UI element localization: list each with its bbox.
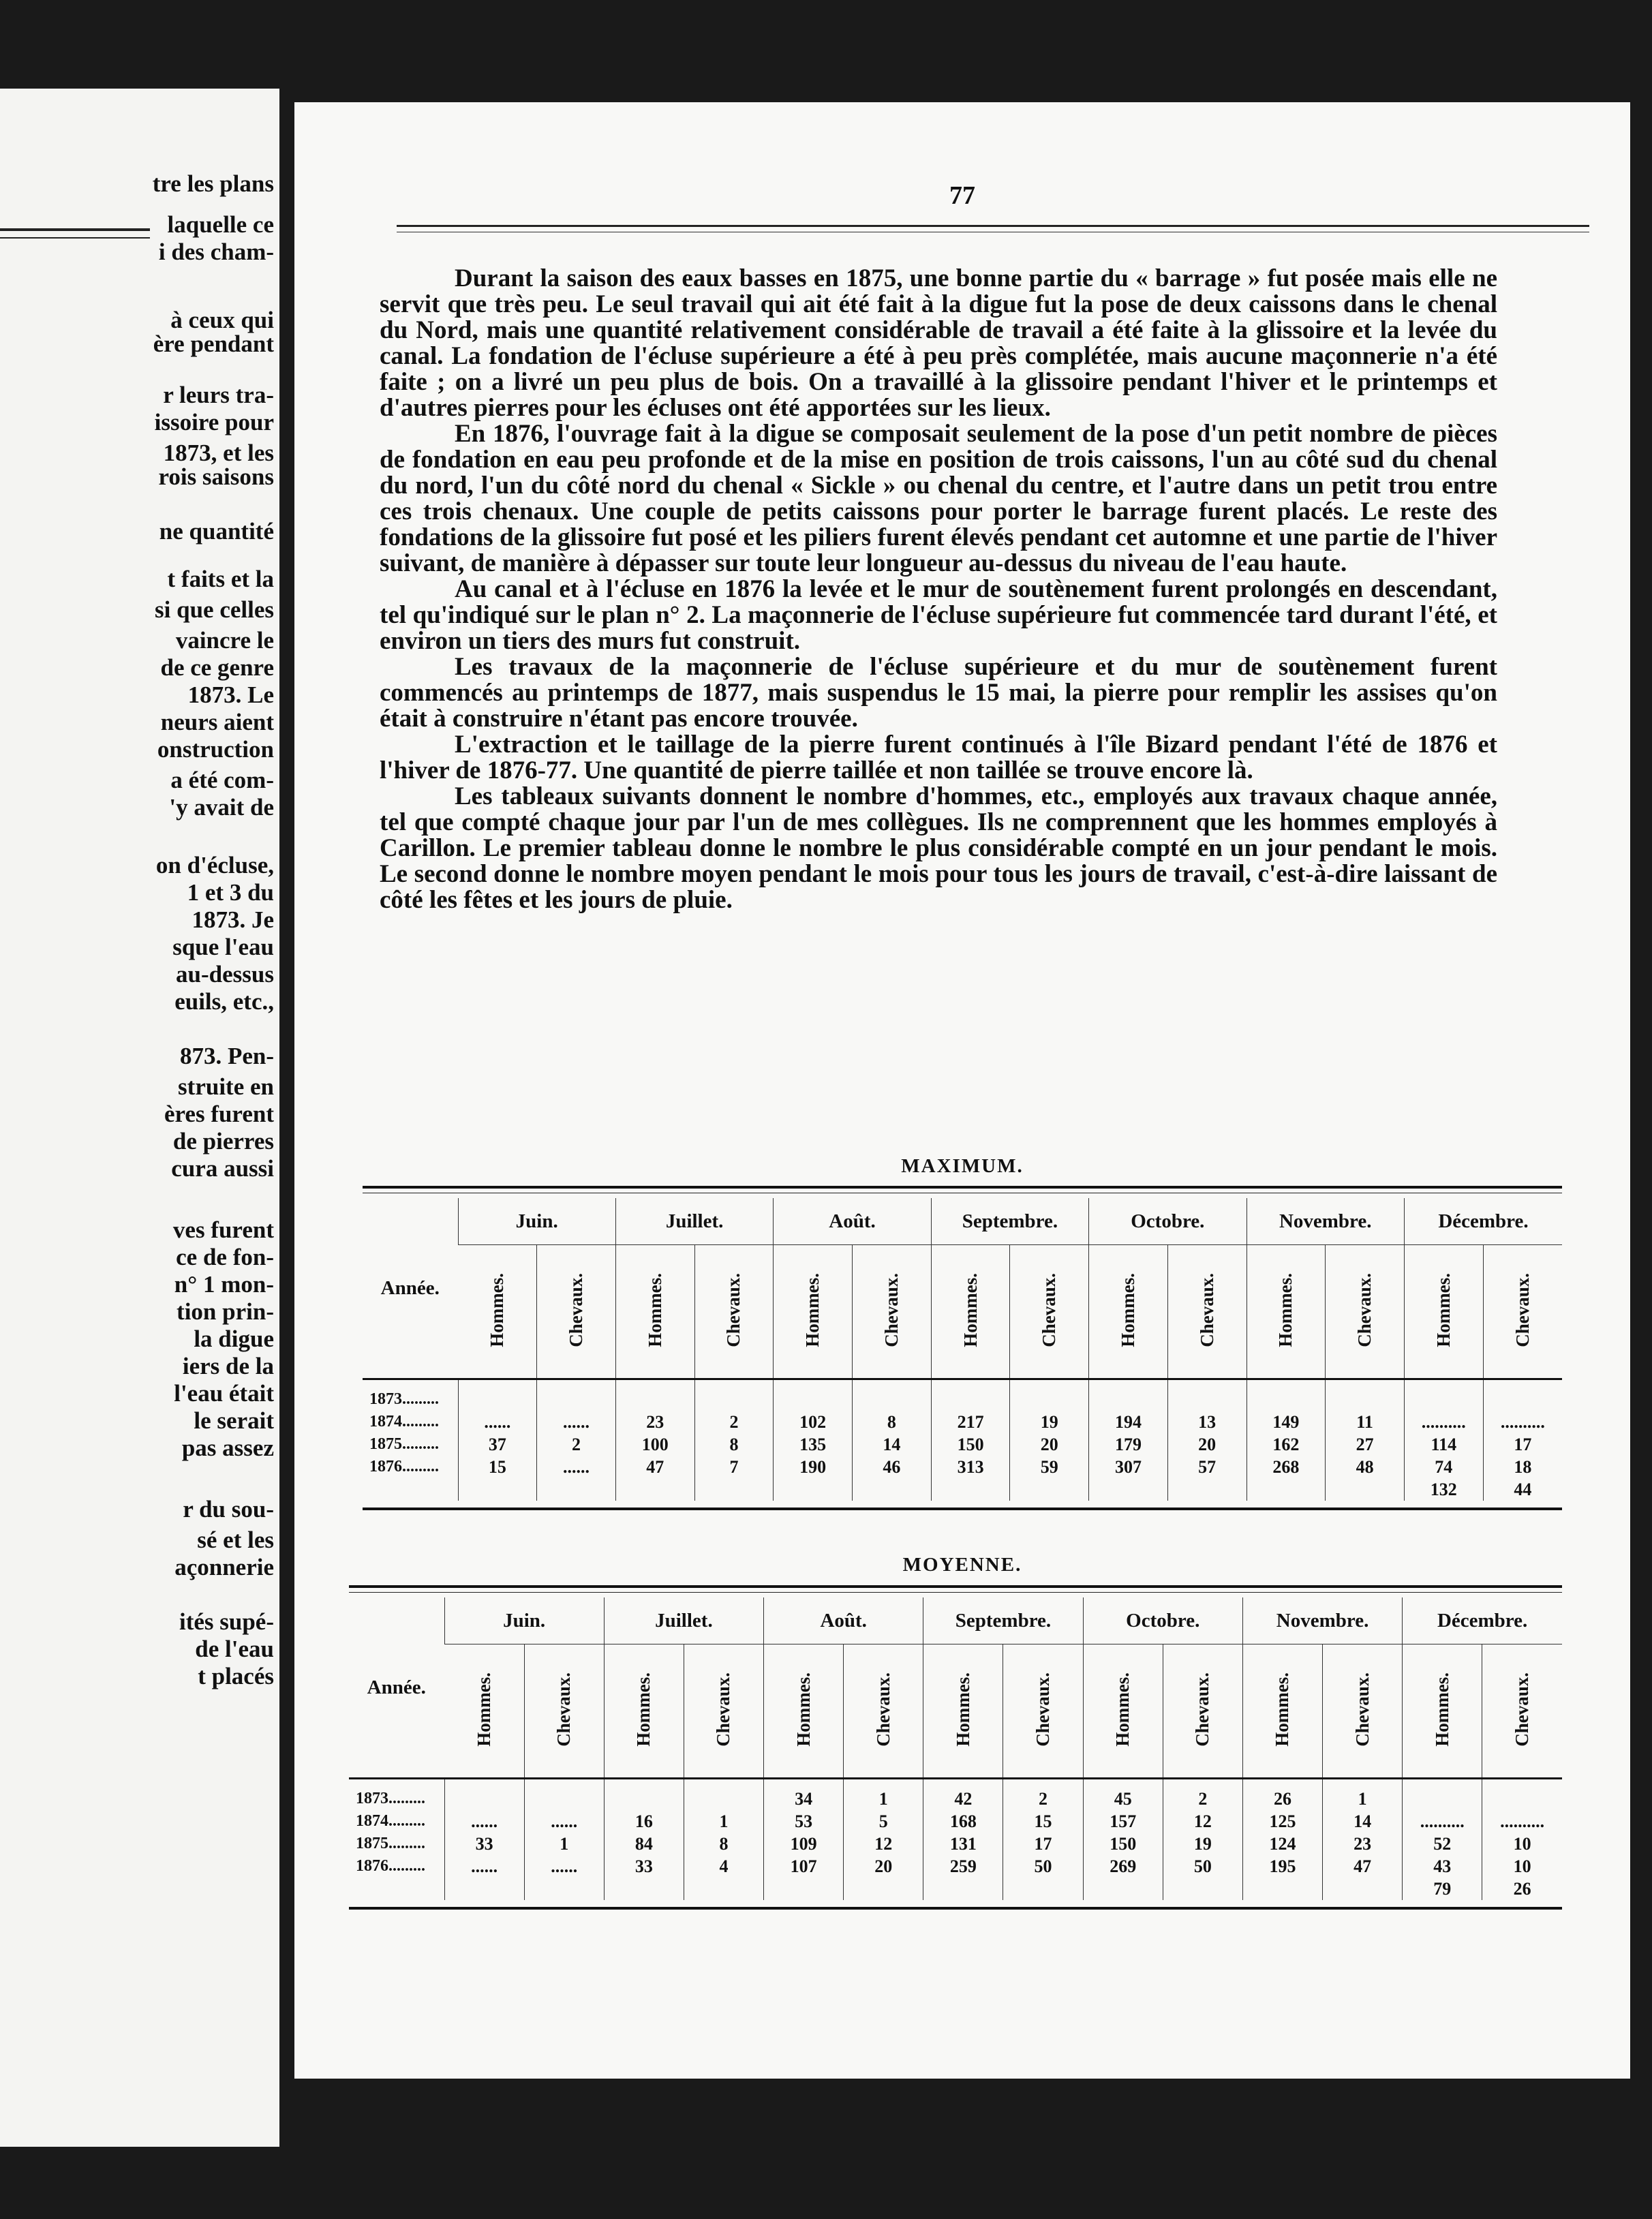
left-page-line: le serait [194,1407,274,1434]
horses-cell [694,1478,774,1501]
left-page-line: tre les plans [152,170,274,197]
paragraph: Les travaux de la maçonnerie de l'écluse supérieure et du mur de soutènement furent commencés au printemps de 1877, mais suspendus le 15 mai, la pierre pour remplir les assises qu'on était à construire n'étant pas encore trouvée. [380,653,1497,733]
men-column-header: Hommes. [1275,1272,1296,1347]
left-page-line: r leurs tra- [163,382,274,408]
men-cell: 52 [1403,1833,1482,1855]
horses-column-header: Chevaux. [723,1272,744,1347]
men-column-header: Hommes. [960,1272,981,1347]
month-header: Novembre. [1246,1198,1404,1245]
table-row [349,1855,1562,1878]
horses-cell [524,1878,604,1900]
month-header: Novembre. [1242,1597,1402,1644]
horses-cell [524,1779,604,1811]
horses-cell: ...... [537,1456,616,1478]
horses-cell: 46 [853,1456,932,1478]
horses-cell: 4 [684,1855,763,1878]
table-row [349,1779,1562,1811]
horses-cell: ...... [524,1810,604,1833]
horses-cell: 17 [1483,1433,1562,1456]
men-cell: 168 [923,1810,1003,1833]
left-page-rule [0,228,150,231]
men-cell: 259 [923,1855,1003,1878]
horses-cell: 47 [1323,1855,1403,1878]
men-cell: 150 [931,1433,1010,1456]
horses-cell: 2 [1003,1779,1083,1811]
horses-cell: 27 [1326,1433,1405,1456]
header-rule [397,225,1589,227]
men-cell: 15 [458,1456,537,1478]
men-cell: 47 [615,1456,694,1478]
horses-cell [853,1478,932,1501]
horses-cell: 17 [1003,1833,1083,1855]
left-page-line: 1873. Le [187,682,274,708]
table-row [363,1433,1562,1456]
year-cell: 1874......... [369,1413,439,1430]
horses-column-header: Chevaux. [1354,1272,1375,1347]
horses-cell [1163,1878,1242,1900]
men-cell [444,1878,524,1900]
table-bottom-rule [363,1508,1562,1510]
month-header: Juillet. [615,1198,773,1245]
month-header: Juin. [444,1597,604,1644]
men-cell [615,1379,694,1411]
horses-cell: 11 [1326,1411,1405,1433]
men-cell: 16 [604,1810,684,1833]
left-page-line: cura aussi [171,1155,274,1182]
horses-cell: ...... [537,1411,616,1433]
men-cell: ...... [444,1810,524,1833]
left-page-line: neurs aient [160,709,274,735]
men-cell: 132 [1404,1478,1483,1501]
men-cell [931,1478,1010,1501]
left-page-line: a été com- [170,767,274,793]
horses-cell [1326,1379,1405,1411]
left-page-line: iers de la [182,1353,274,1379]
year-cell: 1876......... [356,1857,425,1875]
men-cell: 45 [1083,1779,1163,1811]
men-column-header: Hommes. [1112,1672,1133,1747]
men-cell: 194 [1089,1411,1168,1433]
paragraph: Au canal et à l'écluse en 1876 la levée et le mur de soutènement furent prolongés en descendant, tel qu'indiqué sur le plan n° 2. La maçonnerie de l'écluse supérieure fut commencée tard durant l'été, et environ un tiers des murs fut construit. [380,575,1497,655]
horses-cell: 5 [844,1810,923,1833]
men-cell: 135 [774,1433,853,1456]
month-header: Septembre. [931,1198,1088,1245]
men-cell [615,1478,694,1501]
horses-cell: 8 [694,1433,774,1456]
horses-cell [684,1878,763,1900]
men-cell: 162 [1246,1433,1326,1456]
horses-cell: 57 [1167,1456,1246,1478]
men-cell: ...... [458,1411,537,1433]
left-page-line: laquelle ce [167,211,274,238]
left-page-line: de l'eau [195,1636,274,1662]
horses-cell: 8 [853,1411,932,1433]
men-cell [604,1779,684,1811]
men-cell: 131 [923,1833,1003,1855]
month-header: Décembre. [1404,1198,1562,1245]
horses-cell [537,1379,616,1411]
men-cell: 26 [1242,1779,1322,1811]
body-text [380,266,1497,913]
left-page-fragment [0,89,279,2147]
year-cell: 1873......... [356,1790,425,1807]
year-cell [349,1878,444,1900]
horses-cell [1483,1379,1562,1411]
left-page-line: n° 1 mon- [174,1271,274,1298]
men-column-header: Hommes. [1433,1272,1454,1347]
table-title-maximum: MAXIMUM. [901,1155,1024,1177]
left-page-rule-thin [0,237,150,239]
men-cell: 33 [444,1833,524,1855]
men-cell [458,1478,537,1501]
table-top-rule [349,1585,1562,1588]
left-page-line: ce de fon- [176,1244,274,1270]
men-cell: 157 [1083,1810,1163,1833]
paragraph: L'extraction et le taillage de la pierre furent continués à l'île Bizard pendant l'été de 1876 et l'hiver de 1876-77. Une quantité de pierre taillée et non taillée se trouve encore là. [380,731,1497,784]
month-header: Juin. [458,1198,615,1245]
left-page-line: à ceux qui [170,307,274,333]
horses-cell [1010,1379,1089,1411]
horses-cell: 12 [1163,1810,1242,1833]
table-title-moyenne: MOYENNE. [902,1554,1022,1576]
table-row [363,1478,1562,1501]
men-cell: 84 [604,1833,684,1855]
left-page-line: de pierres [172,1128,274,1154]
year-cell: 1874......... [356,1812,425,1830]
horses-cell [1326,1478,1405,1501]
left-page-line: ités supé- [179,1608,274,1635]
men-cell [923,1878,1003,1900]
left-page-line: 1873, et les [163,440,274,466]
horses-column-header: Chevaux. [1512,1272,1533,1347]
horses-cell [537,1478,616,1501]
men-column-header: Hommes. [644,1272,665,1347]
horses-column-header: Chevaux. [1039,1272,1060,1347]
men-cell [1246,1478,1326,1501]
horses-cell: 12 [844,1833,923,1855]
left-page-line: vaincre le [175,627,274,654]
men-cell: 23 [615,1411,694,1433]
horses-cell [1167,1379,1246,1411]
men-cell: 53 [764,1810,844,1833]
horses-cell [1010,1478,1089,1501]
horses-cell: 14 [853,1433,932,1456]
horses-cell: 50 [1003,1855,1083,1878]
horses-column-header: Chevaux. [1512,1672,1533,1747]
men-cell [1089,1478,1168,1501]
men-cell: .......... [1404,1411,1483,1433]
left-page-line: on d'écluse, [155,852,274,878]
men-column-header: Hommes. [802,1272,823,1347]
horses-column-header: Chevaux. [1032,1672,1054,1747]
horses-cell: 10 [1482,1855,1562,1878]
month-header: Octobre. [1083,1597,1242,1644]
men-cell [604,1878,684,1900]
horses-cell: 13 [1167,1411,1246,1433]
left-page-line: de ce genre [160,654,274,681]
horses-cell: 14 [1323,1810,1403,1833]
men-cell: 43 [1403,1855,1482,1878]
men-cell [1083,1878,1163,1900]
men-cell: 149 [1246,1411,1326,1433]
horses-cell: 20 [844,1855,923,1878]
men-cell: 37 [458,1433,537,1456]
horses-cell: 7 [694,1456,774,1478]
year-cell: 1876......... [369,1458,439,1475]
men-column-header: Hommes. [1117,1272,1138,1347]
men-cell [1404,1379,1483,1411]
year-header: Année. [349,1597,444,1779]
men-cell: 195 [1242,1855,1322,1878]
paragraph: Durant la saison des eaux basses en 1875, une bonne partie du « barrage » fut posée mais elle ne servit que très peu. Le seul travail qui ait été fait à la digue fut la pose de deux caissons dans le chenal du Nord, mais une quantité relativement considérable de travail a été faite à la glissoire et la levée du canal. La fondation de l'écluse supérieure a été à peu près complétée, mais aucune maçonnerie n'a été faite ; on a livré un peu plus de bois. On a travaillé à la glissoire pendant l'hiver et le printemps et d'autres pierres pour les écluses ont été apportées sur les lieux. [380,264,1497,422]
horses-cell: 50 [1163,1855,1242,1878]
left-page-line: i des cham- [158,239,274,265]
horses-cell [1003,1878,1083,1900]
men-cell: 102 [774,1411,853,1433]
men-cell: 33 [604,1855,684,1878]
men-cell [774,1478,853,1501]
men-cell: 269 [1083,1855,1163,1878]
table-row [363,1456,1562,1478]
men-cell: 190 [774,1456,853,1478]
men-cell [458,1379,537,1411]
left-page-line: onstruction [157,736,274,763]
horses-cell: 59 [1010,1456,1089,1478]
horses-cell: 18 [1483,1456,1562,1478]
month-header: Décembre. [1403,1597,1562,1644]
month-header: Août. [774,1198,931,1245]
left-page-line: ves furent [172,1216,274,1243]
horses-cell: .......... [1482,1810,1562,1833]
men-cell: 124 [1242,1833,1322,1855]
horses-cell [853,1379,932,1411]
horses-column-header: Chevaux. [881,1272,902,1347]
horses-cell: 10 [1482,1833,1562,1855]
horses-column-header: Chevaux. [553,1672,575,1747]
men-cell: 109 [764,1833,844,1855]
men-cell [774,1379,853,1411]
left-page-line: 1 et 3 du [187,879,274,906]
men-cell: .......... [1403,1810,1482,1833]
left-page-line: au-dessus [176,961,274,988]
table-row [349,1878,1562,1900]
paragraph: En 1876, l'ouvrage fait à la digue se composait seulement de la pose d'un petit nombre de pièces de fondation en eau peu profonde et de la mise en position de trois caissons, l'un au côté sud du chenal du nord, l'un du côté nord du chenal « Sickle » ou chenal du centre, et l'autre dans un petit trou entre ces trois chenaux. Une couple de petits caissons pour porter le barrage furent placés. Le reste des fondations de la glissoire fut posé et les piliers furent élevés pendant cet automne et une partie de l'hiver suivant, de manière à dépasser sur toute leur longueur au-dessus du niveau de l'eau haute. [380,420,1497,577]
table-row [349,1810,1562,1833]
men-cell: 307 [1089,1456,1168,1478]
page [294,102,1630,2079]
table-row [349,1833,1562,1855]
horses-cell [1482,1779,1562,1811]
left-page-line: pas assez [181,1435,274,1461]
data-table [363,1198,1562,1501]
left-page-line: l'eau était [174,1380,274,1407]
horses-column-header: Chevaux. [872,1672,893,1747]
horses-cell: 1 [524,1833,604,1855]
year-header: Année. [363,1198,458,1379]
left-page-line: ère pendant [153,331,274,357]
men-cell: 42 [923,1779,1003,1811]
table-maximum [363,1198,1562,1510]
men-cell: 179 [1089,1433,1168,1456]
left-page-line: açonnerie [174,1554,274,1580]
year-cell: 1875......... [369,1435,439,1453]
men-cell: 79 [1403,1878,1482,1900]
men-cell: 114 [1404,1433,1483,1456]
men-cell: 313 [931,1456,1010,1478]
horses-cell: 2 [694,1411,774,1433]
left-page-line: 1873. Je [192,906,274,933]
horses-cell: 48 [1326,1456,1405,1478]
men-column-header: Hommes. [473,1672,494,1747]
left-page-line: 'y avait de [169,794,274,821]
men-column-header: Hommes. [1431,1672,1452,1747]
month-header: Septembre. [923,1597,1083,1644]
men-cell: 107 [764,1855,844,1878]
horses-column-header: Chevaux. [1196,1272,1217,1347]
men-cell [1403,1779,1482,1811]
left-page-line: r du sou- [183,1496,274,1522]
table-row [363,1379,1562,1411]
year-cell: 1875......... [356,1835,425,1852]
horses-cell: 19 [1010,1411,1089,1433]
men-cell [444,1779,524,1811]
page-number: 77 [949,181,975,210]
men-cell: 125 [1242,1810,1322,1833]
left-page-line: si que celles [155,596,274,623]
men-cell: 100 [615,1433,694,1456]
men-column-header: Hommes. [633,1672,654,1747]
horses-cell: 1 [844,1779,923,1811]
men-cell [931,1379,1010,1411]
horses-cell: 19 [1163,1833,1242,1855]
men-cell [764,1878,844,1900]
left-page-line: 873. Pen- [179,1043,274,1069]
horses-cell: 26 [1482,1878,1562,1900]
men-column-header: Hommes. [793,1672,814,1747]
month-header: Octobre. [1089,1198,1246,1245]
left-page-line: ne quantité [159,518,274,545]
horses-cell [684,1779,763,1811]
year-cell [363,1478,458,1501]
men-cell [1089,1379,1168,1411]
horses-cell: 15 [1003,1810,1083,1833]
left-page-line: t placés [198,1663,274,1689]
left-page-line: t faits et la [167,566,274,592]
men-column-header: Hommes. [1272,1672,1293,1747]
table-top-rule [363,1186,1562,1189]
horses-cell: 1 [684,1810,763,1833]
men-cell: 268 [1246,1456,1326,1478]
left-page-line: la digue [194,1326,274,1352]
men-cell: 34 [764,1779,844,1811]
horses-cell [1167,1478,1246,1501]
horses-cell [694,1379,774,1411]
horses-cell: ...... [524,1855,604,1878]
left-page-line: tion prin- [177,1298,274,1325]
horses-cell: 2 [537,1433,616,1456]
left-page-line: struite en [178,1073,274,1100]
horses-cell: 1 [1323,1779,1403,1811]
men-cell: 74 [1404,1456,1483,1478]
horses-cell: 20 [1010,1433,1089,1456]
horses-cell: 44 [1483,1478,1562,1501]
paragraph: Les tableaux suivants donnent le nombre d'hommes, etc., employés aux travaux chaque année, tel que compté chaque jour par l'un de mes collègues. Ils ne comprennent que les hommes employés à Carillon. Le premier tableau donne le nombre le plus considérable compté en un jour pendant le mois. Le second donne le nombre moyen pendant le mois pour tous les jours de travail, c'est-à-dire laissant de côté les fêtes et les jours de pluie. [380,782,1497,914]
men-cell [1242,1878,1322,1900]
horses-cell: 8 [684,1833,763,1855]
men-cell: 150 [1083,1833,1163,1855]
left-page-line: rois saisons [158,463,274,490]
horses-column-header: Chevaux. [1351,1672,1373,1747]
month-header: Juillet. [604,1597,763,1644]
horses-cell: 23 [1323,1833,1403,1855]
data-table [349,1597,1562,1900]
men-cell: ...... [444,1855,524,1878]
year-cell: 1873......... [369,1390,439,1408]
horses-column-header: Chevaux. [713,1672,734,1747]
month-header: Août. [764,1597,923,1644]
horses-cell: 20 [1167,1433,1246,1456]
horses-column-header: Chevaux. [1192,1672,1213,1747]
horses-cell [1323,1878,1403,1900]
left-page-line: ères furent [164,1101,274,1127]
left-page-line: issoire pour [154,409,274,435]
table-row [363,1411,1562,1433]
left-page-line: euils, etc., [174,988,274,1015]
horses-cell: 2 [1163,1779,1242,1811]
horses-cell [844,1878,923,1900]
horses-column-header: Chevaux. [566,1272,587,1347]
men-cell: 217 [931,1411,1010,1433]
table-moyenne [349,1597,1562,1910]
men-cell [1246,1379,1326,1411]
table-bottom-rule [349,1907,1562,1910]
men-column-header: Hommes. [487,1272,508,1347]
left-page-line: sé et les [197,1527,274,1553]
horses-cell: .......... [1483,1411,1562,1433]
table-top-rule-thin [349,1592,1562,1593]
men-column-header: Hommes. [952,1672,973,1747]
left-page-line: sque l'eau [172,934,274,960]
